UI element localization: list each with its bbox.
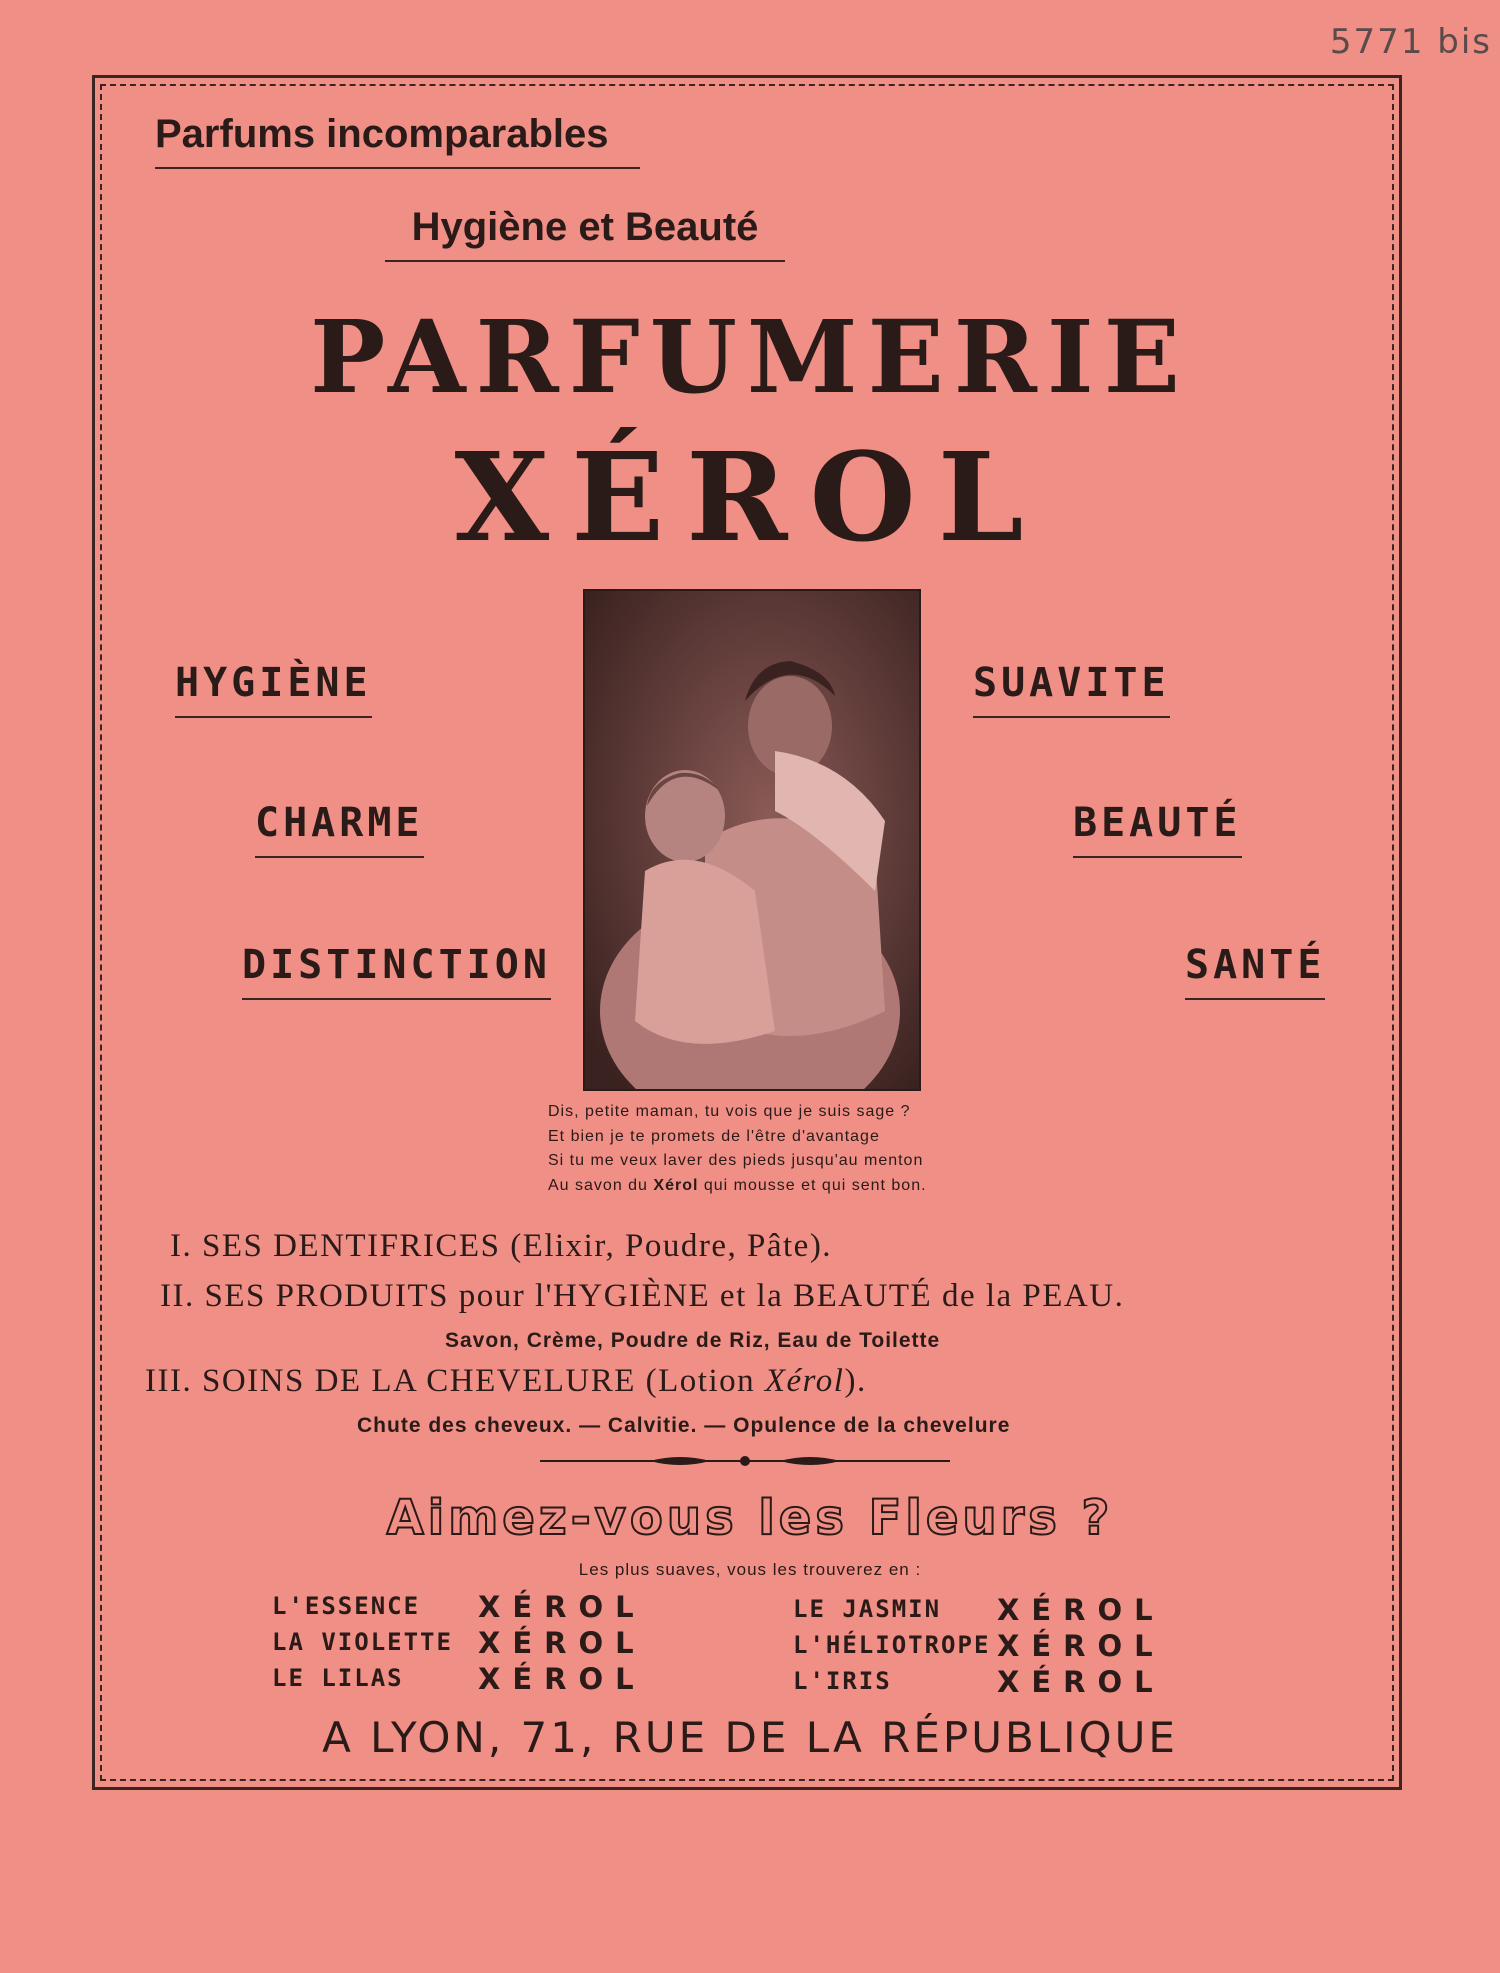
quality-distinction: DISTINCTION xyxy=(242,942,551,1000)
product-sub-chevelure: Chute des cheveux. — Calvitie. — Opulence de la chevelure xyxy=(357,1414,1011,1437)
poem-line: Si tu me veux laver des pieds jusqu'au menton xyxy=(548,1152,924,1169)
poem-line: Et bien je te promets de l'être d'avantage xyxy=(548,1127,880,1145)
essence-name: L'IRIS xyxy=(793,1667,892,1695)
mother-child-photo xyxy=(583,589,921,1091)
brand-parfumerie: PARFUMERIE xyxy=(310,298,1190,416)
quality-sante: SANTÉ xyxy=(1185,942,1325,1000)
essence-brand: XÉROL xyxy=(997,1665,1165,1699)
quality-beaute: BEAUTÉ xyxy=(1073,800,1242,858)
essence-name: LE JASMIN xyxy=(793,1595,942,1623)
essence-name: LA VIOLETTE xyxy=(272,1628,453,1656)
tagline-parfums: Parfums incomparables xyxy=(155,112,640,169)
essence-name: L'HÉLIOTROPE xyxy=(793,1631,991,1659)
product-brand-italic: Xérol xyxy=(764,1363,845,1399)
essence-brand: XÉROL xyxy=(478,1590,646,1624)
essence-name: LE LILAS xyxy=(272,1664,404,1692)
mother-child-illustration xyxy=(585,591,919,1089)
product-sub-peau: Savon, Crème, Poudre de Riz, Eau de Toilette xyxy=(445,1329,941,1352)
product-line-chevelure: III. SOINS DE LA CHEVELURE (Lotion Xérol). xyxy=(145,1363,867,1399)
product-line-dentifrices: I. SES DENTIFRICES (Elixir, Poudre, Pâte). xyxy=(170,1228,833,1264)
flowers-intro: Les plus suaves, vous les trouverez en : xyxy=(578,1560,922,1579)
poem-line: Dis, petite maman, tu vois que je suis sage ? xyxy=(548,1103,911,1120)
essence-brand: XÉROL xyxy=(997,1593,1165,1627)
poem xyxy=(548,1100,1068,1198)
product-line-peau: II. SES PRODUITS pour l'HYGIÈNE et la BEAUTÉ de la PEAU. xyxy=(160,1278,1125,1314)
essence-name: L'ESSENCE xyxy=(272,1592,421,1620)
poem-line: Au savon du Xérol qui mousse et qui sent bon. xyxy=(548,1176,927,1194)
quality-suavite: SUAVITE xyxy=(973,660,1170,718)
tagline-hygiene: Hygiène et Beauté xyxy=(385,205,785,262)
poem-brand: Xérol xyxy=(653,1176,699,1194)
flowers-heading: Aimez-vous les Fleurs ? xyxy=(386,1490,1114,1546)
address: A LYON, 71, RUE DE LA RÉPUBLIQUE xyxy=(322,1713,1178,1762)
ornament-divider xyxy=(540,1452,950,1470)
quality-charme: CHARME xyxy=(255,800,424,858)
catalog-reference: 5771 bis xyxy=(1329,22,1492,62)
brand-xerol: XÉROL xyxy=(454,425,1046,569)
essence-brand: XÉROL xyxy=(478,1626,646,1660)
quality-hygiene: HYGIÈNE xyxy=(175,660,372,718)
essence-brand: XÉROL xyxy=(478,1662,646,1696)
essence-brand: XÉROL xyxy=(997,1629,1165,1663)
